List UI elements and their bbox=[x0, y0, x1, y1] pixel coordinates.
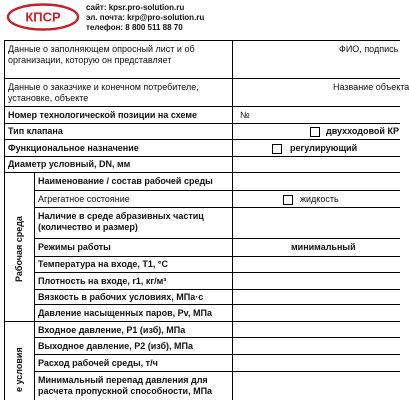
grid-line bbox=[34, 304, 400, 305]
row-customer-label: Данные о заказчике и конечном потребителе, установке, объекте bbox=[8, 82, 199, 103]
grid-line bbox=[4, 106, 400, 107]
grid-line bbox=[4, 156, 400, 157]
row-customer-value: Название объекта bbox=[333, 82, 409, 92]
grid-line bbox=[34, 256, 400, 257]
grid-line bbox=[34, 272, 400, 273]
outlet-pressure-label: Выходное давление, P2 (изб), МПа bbox=[38, 341, 194, 351]
liquid-checkbox[interactable] bbox=[283, 195, 293, 205]
row-function-label: Функциональное назначение bbox=[8, 143, 139, 153]
grid-line bbox=[4, 139, 400, 140]
grid-line bbox=[232, 40, 233, 400]
section-conditions-label: е условия bbox=[14, 347, 24, 392]
grid-line bbox=[34, 337, 400, 338]
grid-line bbox=[4, 321, 400, 322]
function-checkbox[interactable] bbox=[272, 144, 282, 154]
grid-line bbox=[34, 190, 400, 191]
viscosity-label: Вязкость в рабочих условиях, МПа·с bbox=[38, 292, 204, 302]
min-pressure-drop-label: Минимальный перепад давления для расчета пропускной способности, МПа bbox=[38, 375, 213, 396]
abrasive-label: Наличие в среде абразивных частиц (количество и размер) bbox=[38, 211, 204, 232]
row-position-value: № bbox=[240, 110, 250, 120]
aggregate-state-label: Агрегатное состояние bbox=[38, 194, 130, 204]
liquid-option-label: жидкость bbox=[300, 194, 339, 204]
email-link[interactable]: эл. почта: krp@pro-solution.ru bbox=[86, 13, 205, 22]
valve-type-checkbox[interactable] bbox=[310, 127, 320, 137]
grid-line bbox=[4, 40, 5, 400]
inlet-pressure-label: Входное давление, P1 (изб), МПа bbox=[38, 325, 186, 335]
grid-line bbox=[34, 238, 400, 239]
row-dn-label: Диаметр условный, DN, мм bbox=[8, 159, 131, 169]
company-logo bbox=[6, 3, 80, 31]
grid-line bbox=[34, 354, 400, 355]
grid-line bbox=[4, 78, 400, 79]
grid-line bbox=[4, 172, 400, 173]
row-valve-type-value: двухходовой КР bbox=[326, 126, 399, 136]
site-link[interactable]: сайт: kpsr.pro-solution.ru bbox=[86, 3, 185, 12]
temperature-label: Температура на входе, T1, °C bbox=[38, 259, 169, 269]
phone-text: телефон: 8 800 511 88 70 bbox=[86, 23, 183, 32]
grid-line bbox=[34, 371, 400, 372]
modes-label: Режимы работы bbox=[38, 242, 111, 252]
row-filler-info-value: ФИО, подпись bbox=[339, 44, 399, 54]
row-function-value: регулирующий bbox=[290, 143, 358, 153]
section-working-medium-label: Рабочая среда bbox=[14, 216, 24, 282]
row-position-label: Номер технологической позиции на схеме bbox=[8, 110, 198, 120]
mode-minimal-header: минимальный bbox=[291, 242, 356, 252]
contact-info bbox=[86, 3, 204, 33]
medium-name-label: Наименование / состав рабочей среды bbox=[38, 176, 213, 186]
row-valve-type-label: Тип клапана bbox=[8, 126, 63, 136]
flow-rate-label: Расход рабочей среды, т/ч bbox=[38, 358, 158, 368]
row-filler-info-label: Данные о заполняющем опросный лист и об организации, которую он представляет bbox=[8, 44, 195, 65]
vapor-pressure-label: Давление насыщенных паров, Pv, МПа bbox=[38, 308, 212, 318]
grid-line bbox=[34, 207, 400, 208]
grid-line bbox=[4, 123, 400, 124]
grid-line bbox=[34, 172, 35, 400]
grid-line bbox=[34, 289, 400, 290]
logo-text: КПСР bbox=[25, 9, 61, 25]
density-label: Плотность на входе, r1, кг/м³ bbox=[38, 276, 167, 286]
grid-line bbox=[4, 40, 400, 41]
